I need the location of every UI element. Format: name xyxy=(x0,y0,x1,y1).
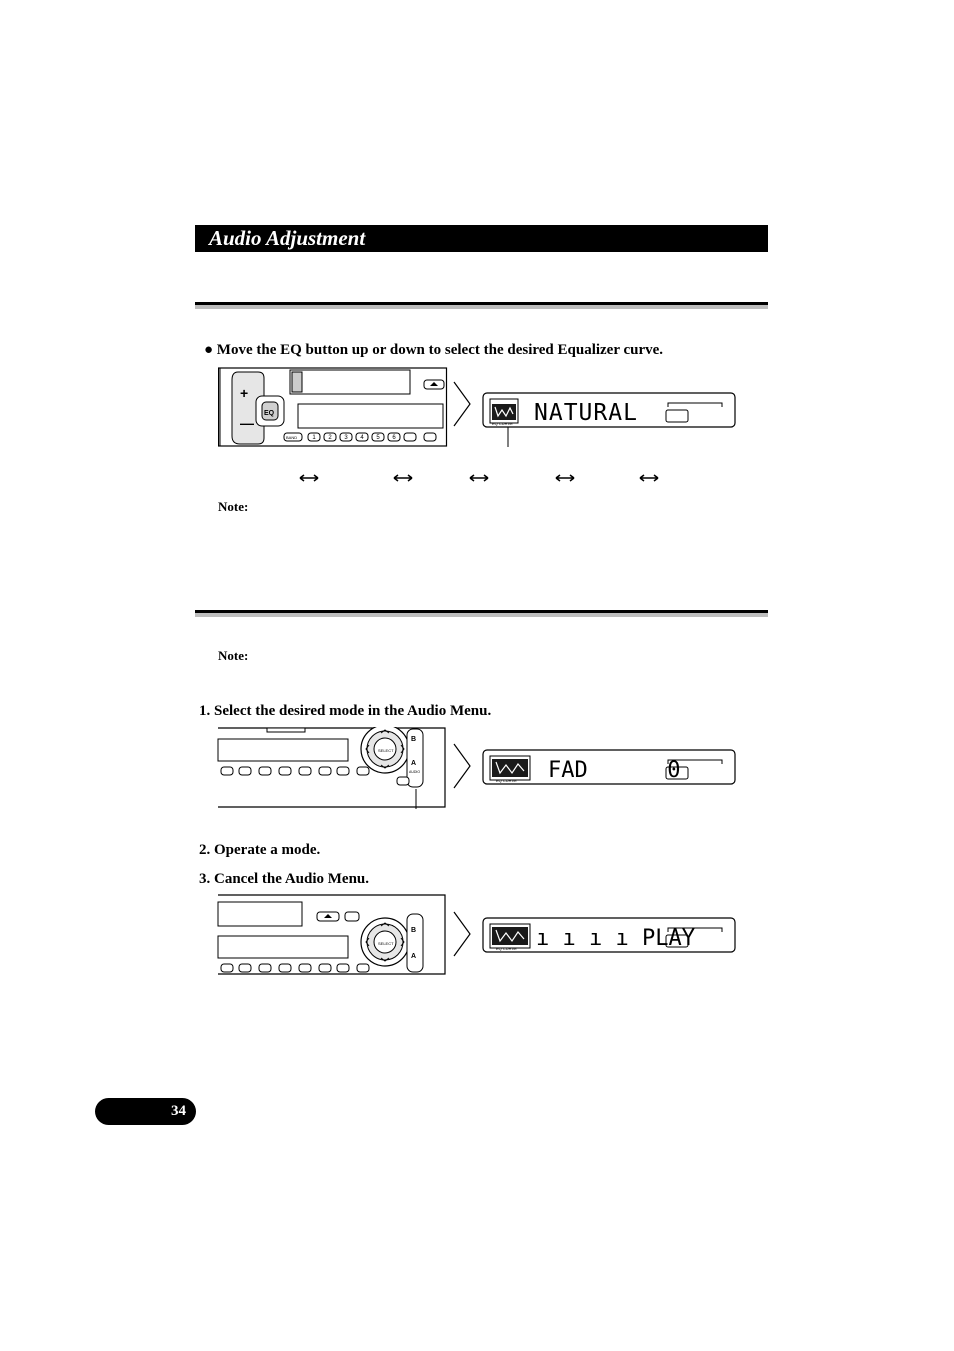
step-3-text: 3. Cancel the Audio Menu. xyxy=(199,871,370,887)
svg-text:2: 2 xyxy=(328,435,332,441)
head-unit-cancel-illustration xyxy=(217,894,449,976)
svg-text:6: 6 xyxy=(392,435,396,441)
page-number: 34 xyxy=(171,1103,186,1119)
audio-menu-note-label: Note: xyxy=(218,648,249,663)
svg-text:B: B xyxy=(411,736,417,743)
svg-text:A: A xyxy=(411,760,417,767)
svg-text:EQ: EQ xyxy=(264,410,275,417)
svg-text:SELECT: SELECT xyxy=(378,941,394,946)
head-unit-audio-illustration xyxy=(217,727,449,809)
step-1-text: 1. Select the desired mode in the Audio Menu. xyxy=(199,703,492,719)
svg-text:—: — xyxy=(240,415,254,431)
double-arrow-icon xyxy=(299,472,319,484)
page-number-badge xyxy=(95,1098,196,1125)
svg-text:EQ CURVE: EQ CURVE xyxy=(492,421,513,426)
svg-text:EQ CURVE: EQ CURVE xyxy=(496,778,517,783)
eq-instruction: ● Move the EQ button up or down to select the desired Equalizer curve. xyxy=(204,342,664,358)
chevron-right-icon xyxy=(452,742,472,790)
section-title-bar xyxy=(195,225,768,252)
lcd-play-readout: ı ı ı ı PLAY xyxy=(536,926,695,951)
double-arrow-icon xyxy=(639,472,659,484)
svg-text:1: 1 xyxy=(312,435,316,441)
svg-text:SELECT: SELECT xyxy=(378,748,394,753)
svg-text:+: + xyxy=(240,385,249,401)
svg-text:4: 4 xyxy=(360,435,364,441)
page-title: Audio Adjustment xyxy=(209,226,366,250)
svg-text:EQ CURVE: EQ CURVE xyxy=(496,946,517,951)
svg-text:AUDIO: AUDIO xyxy=(409,770,421,774)
svg-text:BAND: BAND xyxy=(286,435,298,440)
chevron-right-icon xyxy=(452,380,472,428)
svg-text:B: B xyxy=(411,927,417,934)
double-arrow-icon xyxy=(555,472,575,484)
lcd-fad-readout: FAD 0 xyxy=(548,758,681,783)
section-divider-audio-menu xyxy=(195,610,768,617)
head-unit-eq-illustration xyxy=(218,366,448,448)
svg-text:5: 5 xyxy=(376,435,380,441)
svg-text:3: 3 xyxy=(344,435,348,441)
svg-text:A: A xyxy=(411,953,417,960)
eq-note-label: Note: xyxy=(218,499,249,514)
step-2-text: 2. Operate a mode. xyxy=(199,842,321,858)
section-divider-eq xyxy=(195,302,768,309)
double-arrow-icon xyxy=(393,472,413,484)
chevron-right-icon xyxy=(452,910,472,958)
double-arrow-icon xyxy=(469,472,489,484)
lcd-eq-readout: NATURAL xyxy=(534,400,638,426)
